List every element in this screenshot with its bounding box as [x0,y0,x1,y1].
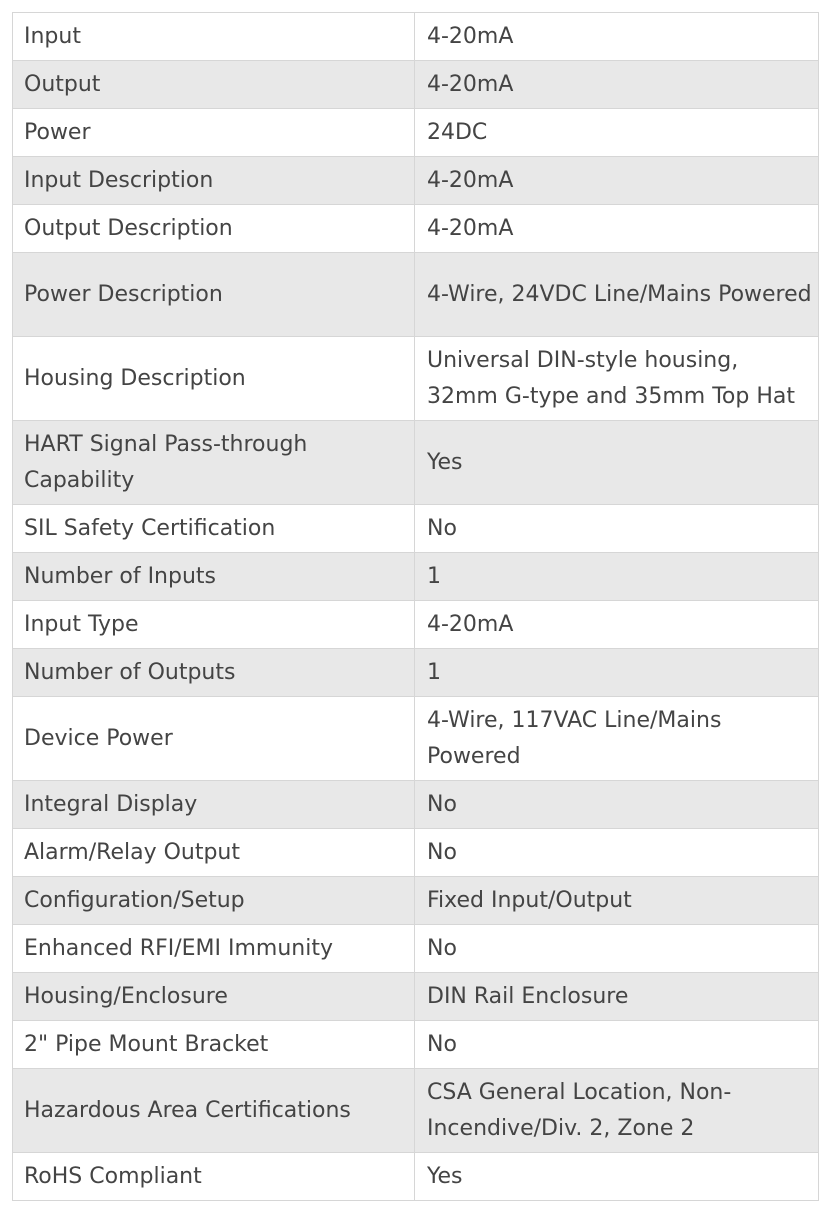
spec-row [13,781,819,829]
spec-row [13,697,819,781]
spec-label: Number of Inputs [13,553,415,601]
spec-value: Yes [415,421,819,505]
spec-label: Alarm/Relay Output [13,829,415,877]
spec-label: Output [13,61,415,109]
spec-row [13,601,819,649]
spec-label: Input [13,13,415,61]
specifications-table [12,12,819,1201]
spec-label: Integral Display [13,781,415,829]
spec-row [13,61,819,109]
spec-row [13,1153,819,1201]
spec-row [13,829,819,877]
spec-value: 1 [415,649,819,697]
spec-row [13,973,819,1021]
spec-row [13,925,819,973]
spec-row [13,877,819,925]
spec-row [13,1021,819,1069]
spec-value: 4-20mA [415,205,819,253]
spec-value: 4-20mA [415,157,819,205]
spec-label: SIL Safety Certification [13,505,415,553]
spec-value: CSA General Location, Non-Incendive/Div. 2, Zone 2 [415,1069,819,1153]
spec-value: Universal DIN-style housing, 32mm G-type and 35mm Top Hat [415,337,819,421]
spec-label: Number of Outputs [13,649,415,697]
spec-value: DIN Rail Enclosure [415,973,819,1021]
spec-value: 4-Wire, 24VDC Line/Mains Powered [415,253,819,337]
spec-row [13,109,819,157]
spec-row [13,649,819,697]
spec-label: 2" Pipe Mount Bracket [13,1021,415,1069]
spec-value: 4-20mA [415,13,819,61]
spec-value: No [415,505,819,553]
spec-row [13,337,819,421]
spec-label: Housing Description [13,337,415,421]
spec-value: 4-20mA [415,61,819,109]
spec-label: RoHS Compliant [13,1153,415,1201]
spec-row [13,157,819,205]
spec-value: 1 [415,553,819,601]
spec-label: Hazardous Area Certifications [13,1069,415,1153]
spec-value: 24DC [415,109,819,157]
spec-value: No [415,1021,819,1069]
spec-value: 4-20mA [415,601,819,649]
spec-row [13,1069,819,1153]
spec-label: Power [13,109,415,157]
spec-label: Input Type [13,601,415,649]
spec-value: Yes [415,1153,819,1201]
spec-value: No [415,781,819,829]
spec-label: HART Signal Pass-through Capability [13,421,415,505]
spec-value: 4-Wire, 117VAC Line/Mains Powered [415,697,819,781]
spec-row [13,553,819,601]
spec-value: No [415,829,819,877]
spec-label: Input Description [13,157,415,205]
spec-label: Output Description [13,205,415,253]
spec-value: No [415,925,819,973]
spec-label: Enhanced RFI/EMI Immunity [13,925,415,973]
spec-row [13,253,819,337]
spec-value: Fixed Input/Output [415,877,819,925]
spec-row [13,505,819,553]
spec-label: Power Description [13,253,415,337]
spec-label: Housing/Enclosure [13,973,415,1021]
spec-row [13,205,819,253]
spec-label: Device Power [13,697,415,781]
spec-row [13,13,819,61]
spec-label: Configuration/Setup [13,877,415,925]
spec-row [13,421,819,505]
